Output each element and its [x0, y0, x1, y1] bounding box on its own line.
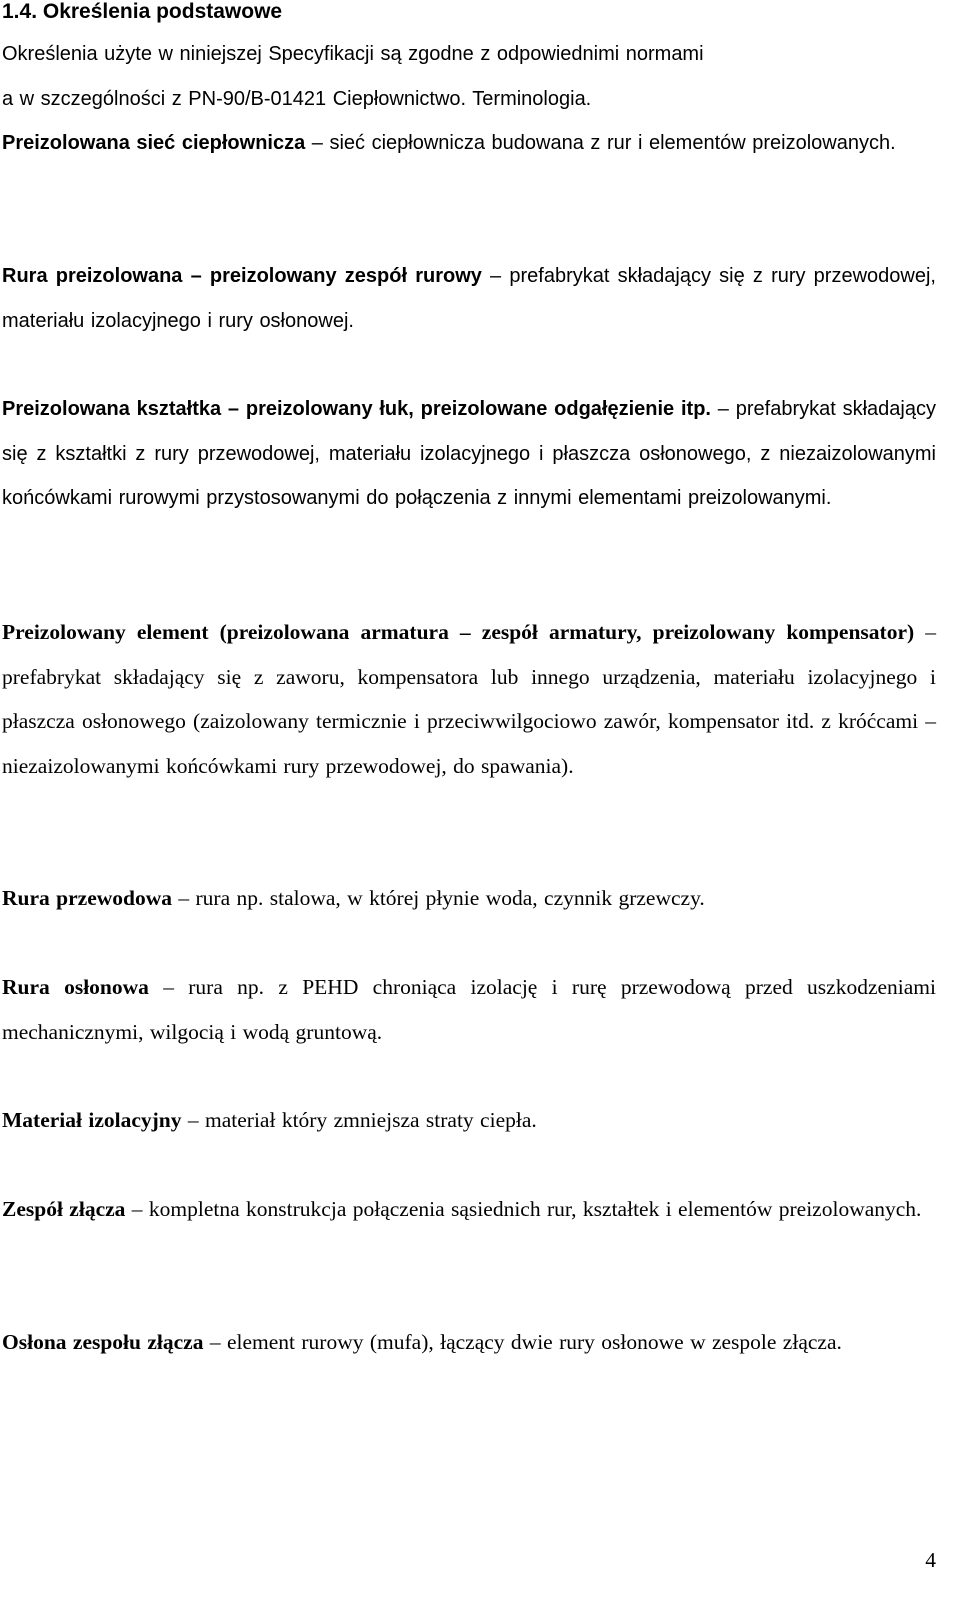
definition-term: Rura osłonowa — [2, 975, 149, 999]
section-heading: 1.4. Określenia podstawowe — [2, 0, 283, 23]
definition-term: Preizolowana sieć ciepłownicza — [2, 132, 306, 154]
definition-rura-preizolowana — [2, 254, 936, 343]
definition-term: Osłona zespołu złącza — [2, 1330, 204, 1354]
definition-text: rura np. z PEHD chroniąca izolację i rurę przewodową przed uszkodzeniami mechanicznymi, wilgocią i wodą gruntową. — [2, 975, 936, 1044]
definition-preizolowana-ksztaltka — [2, 387, 936, 521]
intro-line-1: Określenia użyte w niniejszej Specyfikacji są zgodne z odpowiednimi normami — [2, 43, 704, 65]
intro-line-2: a w szczególności z PN-90/B-01421 Ciepłownictwo. Terminologia. — [2, 87, 592, 110]
definition-text: rura np. stalowa, w której płynie woda, czynnik grzewczy. — [195, 886, 705, 910]
definition-preizolowana-siec — [2, 121, 936, 166]
definition-oslona-zespolu-zlacza — [2, 1320, 936, 1365]
definition-text: sieć ciepłownicza budowana z rur i elementów preizolowanych. — [329, 132, 896, 154]
definition-term: Materiał izolacyjny — [2, 1108, 182, 1132]
definition-dash: – — [481, 265, 510, 287]
definition-text: kompletna konstrukcja połączenia sąsiednich rur, kształtek i elementów preizolowanych. — [148, 1197, 922, 1221]
definition-dash: – — [710, 398, 736, 420]
definition-term: Zespół złącza — [2, 1197, 126, 1221]
definition-dash: – — [172, 886, 196, 910]
definition-preizolowany-element — [2, 610, 936, 789]
definition-dash: – — [125, 1197, 149, 1221]
definition-text: materiał który zmniejsza straty ciepła. — [205, 1108, 537, 1132]
definition-text: element rurowy (mufa), łączący dwie rury osłonowe w zespole złącza. — [226, 1330, 842, 1354]
definition-dash: – — [203, 1330, 227, 1354]
definition-term: Preizolowany element (preizolowana armatura – zespół armatury, preizolowany kompensator) — [2, 620, 915, 644]
definition-dash: – — [148, 975, 189, 999]
definition-term: Rura preizolowana – preizolowany zespół rurowy — [2, 265, 482, 287]
page-number: 4 — [925, 1548, 936, 1572]
definition-term: Preizolowana kształtka – preizolowany łuk, preizolowane odgałęzienie itp. — [2, 398, 711, 420]
definition-term: Rura przewodowa — [2, 886, 172, 910]
definition-dash: – — [305, 132, 330, 154]
definition-text: prefabrykat składający się z rury przewodowej, materiału izolacyjnego i rury osłonowej. — [2, 265, 936, 332]
intro-paragraph — [2, 32, 936, 121]
definition-rura-oslonowa — [2, 965, 936, 1054]
definition-rura-przewodowa — [2, 876, 936, 921]
definition-text: prefabrykat składający się z zaworu, kompensatora lub innego urządzenia, materiału izolacyjnego i płaszcza osłonowego (zaizolowany termicznie i przeciwwilgociowo zawór, kompensator itd. z króćcami – niezaizolowanymi końcówkami rury przewodowej, do spawania). — [2, 664, 936, 779]
definition-text: prefabrykat składający się z kształtki z rury przewodowej, materiału izolacyjnego i płaszcza osłonowego, z niezaizolowanymi końcówkami rurowymi przystosowanymi do połączenia z innymi elementami preizolowanymi. — [2, 398, 936, 510]
definition-zespol-zlacza — [2, 1187, 936, 1232]
definition-material-izolacyjny — [2, 1098, 936, 1143]
definition-dash: – — [181, 1108, 206, 1132]
definition-dash: – — [914, 620, 936, 644]
